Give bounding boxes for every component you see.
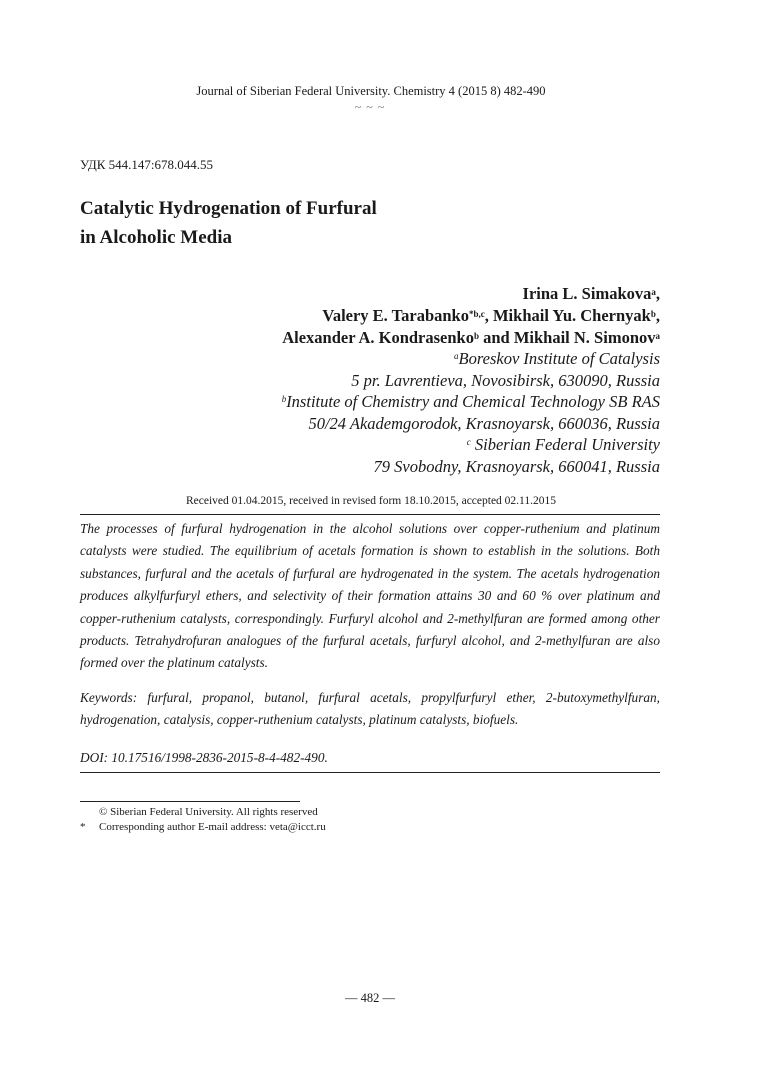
author-affil-mark: a bbox=[655, 331, 660, 341]
author-name: Irina L. Simakova bbox=[522, 284, 652, 303]
doi-text: DOI: 10.17516/1998-2836-2015-8-4-482-490. bbox=[80, 750, 328, 765]
abstract-bottom-rule bbox=[80, 772, 660, 773]
affiliation-a-name bbox=[282, 348, 660, 370]
author-separator: , bbox=[655, 284, 660, 303]
affil-mark: c bbox=[466, 437, 471, 447]
title-line-2: in Alcoholic Media bbox=[80, 227, 232, 248]
affiliation-b-address: 50/24 Akademgorodok, Krasnoyarsk, 660036, Russia bbox=[308, 413, 660, 433]
author-name: , Mikhail Yu. Chernyak bbox=[484, 306, 651, 325]
udk-code: УДК 544.147:678.044.55 bbox=[80, 157, 214, 172]
author-separator: , bbox=[655, 306, 660, 325]
paper-title bbox=[80, 194, 377, 252]
affil-text: Boreskov Institute of Catalysis bbox=[458, 349, 660, 368]
title-line-1: Catalytic Hydrogenation of Furfural bbox=[80, 198, 377, 219]
affil-text: Siberian Federal University bbox=[470, 435, 660, 454]
journal-header: Journal of Siberian Federal University. Chemistry 4 (2015 8) 482-490 bbox=[196, 84, 546, 98]
affil-mark: b bbox=[281, 394, 287, 404]
affiliation-a-address: 5 pr. Lavrentieva, Novosibirsk, 630090, Russia bbox=[351, 370, 660, 390]
author-name: and Mikhail N. Simonov bbox=[478, 328, 656, 347]
footnote-text: © Siberian Federal University. All rights reserved bbox=[99, 806, 318, 818]
abstract-text: The processes of furfural hydrogenation in the alcohol solutions over copper-ruthenium and platinum catalysts were studied. The equilibrium of acetals formation is shown to establish in the solutions. Both substances, furfural and the acetals of furfural are hydrogenated in the system. The acetals hydrogenation produces alkylfurfuryl ethers, and selectivity of their formation attains 30 and 60 % over platinum and copper-ruthenium catalysts, correspondingly. Furfuryl alcohol and 2-methylfuran are formed among other products. Tetrahydrofuran analogues of the furfural acetals, furfuryl alcohol, and 2-methylfuran are also formed over the platinum catalysts. bbox=[80, 521, 660, 671]
author-affil-mark: b bbox=[473, 331, 479, 341]
author-line-3 bbox=[282, 327, 660, 349]
footnote-rule bbox=[80, 801, 300, 802]
abstract-top-rule bbox=[80, 514, 660, 515]
affiliation-b-name bbox=[282, 391, 660, 413]
author-list bbox=[282, 283, 660, 349]
received-dates: Received 01.04.2015, received in revised form 18.10.2015, accepted 02.11.2015 bbox=[185, 495, 557, 507]
author-line-1 bbox=[282, 283, 660, 305]
affil-text: Institute of Chemistry and Chemical Technology SB RAS bbox=[286, 392, 660, 411]
footnote-copyright bbox=[80, 805, 318, 819]
footnote-corresponding bbox=[80, 820, 326, 834]
header-separator: ~ ~ ~ bbox=[354, 100, 386, 114]
affiliation-c-name bbox=[282, 434, 660, 456]
keywords-text: Keywords: furfural, propanol, butanol, furfural acetals, propylfurfuryl ether, 2-butoxymethylfuran, hydrogenation, catalysis, copper-ruthenium catalysts, platinum catalysts, biofuels. bbox=[80, 690, 660, 728]
author-affil-mark: a bbox=[651, 287, 656, 297]
author-line-2 bbox=[282, 305, 660, 327]
page-number: — 482 — bbox=[345, 991, 395, 1005]
author-affil-mark: *b,c bbox=[468, 309, 485, 319]
author-affil-mark: b bbox=[650, 309, 656, 319]
affiliation-list bbox=[282, 348, 660, 477]
author-name: Valery E. Tarabanko bbox=[322, 306, 469, 325]
affiliation-c-address: 79 Svobodny, Krasnoyarsk, 660041, Russia bbox=[373, 456, 660, 476]
footnote-text: Corresponding author E-mail address: veta@icct.ru bbox=[99, 821, 326, 833]
footnote-star: * bbox=[80, 821, 86, 833]
affil-mark: a bbox=[454, 351, 459, 361]
author-name: Alexander A. Kondrasenko bbox=[282, 328, 474, 347]
